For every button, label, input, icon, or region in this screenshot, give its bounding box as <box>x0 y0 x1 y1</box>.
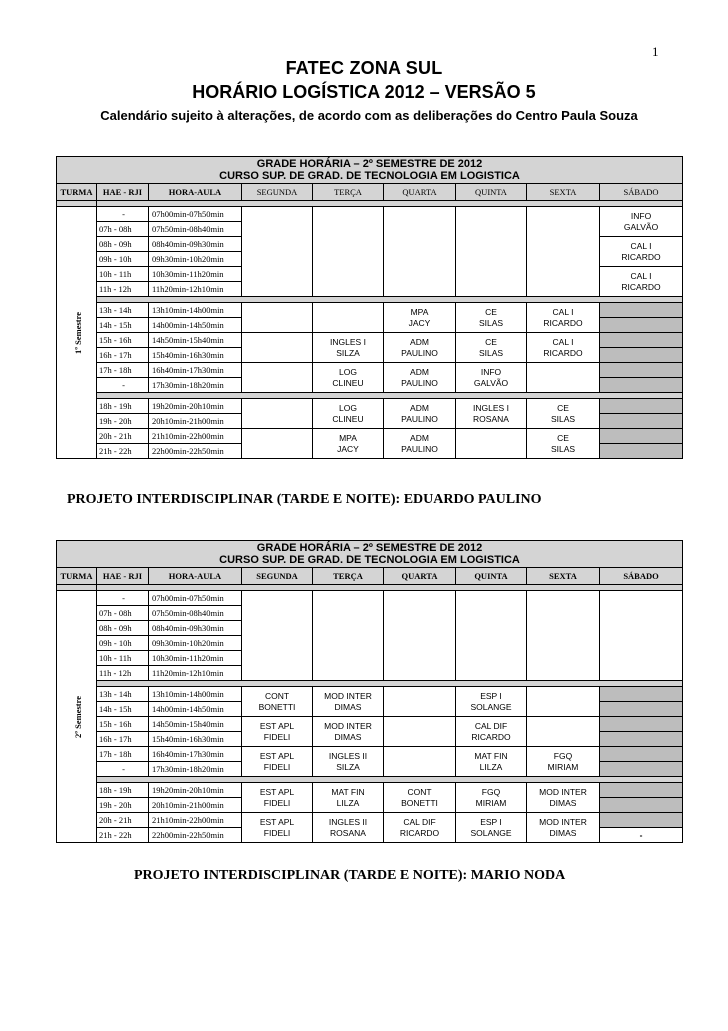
quinta-esp: ESP I SOLANGE <box>456 813 527 843</box>
hae-cell: - <box>97 378 149 393</box>
sexta-mod-inter: MOD INTER DIMAS <box>527 783 600 813</box>
hae-cell: 09h - 10h <box>97 252 149 267</box>
grid-course: CURSO SUP. DE GRAD. DE TECNOLOGIA EM LOGISTICA <box>219 170 520 182</box>
aula-cell: 17h30min-18h20min <box>149 378 242 393</box>
quinta-fgq: FGQ MIRIAM <box>456 783 527 813</box>
aula-cell: 09h30min-10h20min <box>149 252 242 267</box>
sexta-ce: CE SILAS <box>527 429 600 459</box>
sexta-mod-inter: MOD INTER DIMAS <box>527 813 600 843</box>
hae-cell: 21h - 22h <box>97 444 149 459</box>
schedule-subtitle: Calendário sujeito à alterações, de acordo com as deliberações do Centro Paula Souza <box>100 108 638 123</box>
aula-cell: 22h00min-22h50min <box>149 444 242 459</box>
quarta-adm: ADM PAULINO <box>384 333 456 363</box>
quinta-esp: ESP I SOLANGE <box>456 687 527 717</box>
aula-cell: 21h10min-22h00min <box>149 813 242 828</box>
aula-cell: 20h10min-21h00min <box>149 414 242 429</box>
aula-cell: 07h00min-07h50min <box>149 207 242 222</box>
col-segunda: SEGUNDA <box>242 184 313 201</box>
aula-cell: 08h40min-09h30min <box>149 237 242 252</box>
sabado-cal: CAL I RICARDO <box>600 237 683 267</box>
sabado-info: INFO GALVÃO <box>600 207 683 237</box>
aula-cell: 14h00min-14h50min <box>149 318 242 333</box>
semester-label: 1º Semestre <box>57 207 97 459</box>
hae-cell: 07h - 08h <box>97 606 149 621</box>
quarta-mpa: MPA JACY <box>384 303 456 333</box>
col-sexta: SEXTA <box>527 184 600 201</box>
hae-cell: 10h - 11h <box>97 651 149 666</box>
aula-cell: 07h50min-08h40min <box>149 222 242 237</box>
terca-mpa: MPA JACY <box>313 429 384 459</box>
sexta-fgq: FGQ MIRIAM <box>527 747 600 777</box>
page-number: 1 <box>652 44 659 59</box>
institution-title: FATEC ZONA SUL <box>285 58 443 78</box>
col-turma: TURMA <box>57 568 97 585</box>
aula-cell: 22h00min-22h50min <box>149 828 242 843</box>
aula-cell: 16h40min-17h30min <box>149 363 242 378</box>
aula-cell: 20h10min-21h00min <box>149 798 242 813</box>
quinta-ingles: INGLES I ROSANA <box>456 399 527 429</box>
quarta-cont: CONT BONETTI <box>384 783 456 813</box>
aula-cell: 19h20min-20h10min <box>149 399 242 414</box>
aula-cell: 19h20min-20h10min <box>149 783 242 798</box>
aula-cell: 11h20min-12h10min <box>149 666 242 681</box>
segunda-est-apl: EST APL FIDELI <box>242 813 313 843</box>
aula-cell: 13h10min-14h00min <box>149 687 242 702</box>
grid-title: GRADE HORÁRIA – 2º SEMESTRE DE 2012 <box>256 158 483 170</box>
aula-cell: 10h30min-11h20min <box>149 267 242 282</box>
quinta-cal-dif: CAL DIF RICARDO <box>456 717 527 747</box>
hae-cell: 19h - 20h <box>97 798 149 813</box>
sexta-cal: CAL I RICARDO <box>527 333 600 363</box>
terca-ingles: INGLES II ROSANA <box>313 813 384 843</box>
hae-cell: 15h - 16h <box>97 333 149 348</box>
sabado-dash: - <box>600 828 683 843</box>
schedule-table-1st-semester <box>56 156 683 459</box>
terca-mat-fin: MAT FIN LILZA <box>313 783 384 813</box>
terca-mod-inter: MOD INTER DIMAS <box>313 687 384 717</box>
terca-ingles: INGLES II SILZA <box>313 747 384 777</box>
hae-cell: 11h - 12h <box>97 282 149 297</box>
terca-log: LOG CLINEU <box>313 363 384 393</box>
quarta-adm: ADM PAULINO <box>384 429 456 459</box>
aula-cell: 08h40min-09h30min <box>149 621 242 636</box>
segunda-cont: CONT BONETTI <box>242 687 313 717</box>
col-sabado: SÁBADO <box>600 184 683 201</box>
hae-cell: 14h - 15h <box>97 702 149 717</box>
hae-cell: 08h - 09h <box>97 237 149 252</box>
hae-cell: 13h - 14h <box>97 303 149 318</box>
segunda-est-apl: EST APL FIDELI <box>242 783 313 813</box>
sexta-cal: CAL I RICARDO <box>527 303 600 333</box>
hae-cell: 18h - 19h <box>97 399 149 414</box>
hae-cell: 11h - 12h <box>97 666 149 681</box>
hae-cell: 17h - 18h <box>97 747 149 762</box>
hae-cell: 16h - 17h <box>97 348 149 363</box>
segunda-est-apl: EST APL FIDELI <box>242 717 313 747</box>
aula-cell: 16h40min-17h30min <box>149 747 242 762</box>
sabado-cal: CAL I RICARDO <box>600 267 683 297</box>
col-sexta: SEXTA <box>527 568 600 585</box>
hae-cell: - <box>97 591 149 606</box>
quinta-mat-fin: MAT FIN LILZA <box>456 747 527 777</box>
sexta-ce: CE SILAS <box>527 399 600 429</box>
col-hae: HAE - RJI <box>97 568 149 585</box>
aula-cell: 15h40min-16h30min <box>149 732 242 747</box>
hae-cell: 10h - 11h <box>97 267 149 282</box>
aula-cell: 10h30min-11h20min <box>149 651 242 666</box>
col-hae: HAE - RJI <box>97 184 149 201</box>
hae-cell: 17h - 18h <box>97 363 149 378</box>
quinta-info: INFO GALVÃO <box>456 363 527 393</box>
aula-cell: 09h30min-10h20min <box>149 636 242 651</box>
aula-cell: 21h10min-22h00min <box>149 429 242 444</box>
aula-cell: 17h30min-18h20min <box>149 762 242 777</box>
quarta-adm: ADM PAULINO <box>384 399 456 429</box>
aula-cell: 15h40min-16h30min <box>149 348 242 363</box>
aula-cell: 07h00min-07h50min <box>149 591 242 606</box>
grid-title: GRADE HORÁRIA – 2º SEMESTRE DE 2012 <box>256 542 483 554</box>
col-quinta: QUINTA <box>456 568 527 585</box>
hae-cell: 14h - 15h <box>97 318 149 333</box>
col-quinta: QUINTA <box>456 184 527 201</box>
hae-cell: 16h - 17h <box>97 732 149 747</box>
col-turma: TURMA <box>57 184 97 201</box>
terca-ingles: INGLES I SILZA <box>313 333 384 363</box>
hae-cell: 20h - 21h <box>97 813 149 828</box>
quarta-adm: ADM PAULINO <box>384 363 456 393</box>
hae-cell: 08h - 09h <box>97 621 149 636</box>
aula-cell: 14h50min-15h40min <box>149 717 242 732</box>
col-segunda: SEGUNDA <box>242 568 313 585</box>
col-terca: TERÇA <box>313 184 384 201</box>
grid-course: CURSO SUP. DE GRAD. DE TECNOLOGIA EM LOGISTICA <box>219 554 520 566</box>
semester-label: 2º Semestre <box>57 591 97 843</box>
aula-cell: 14h50min-15h40min <box>149 333 242 348</box>
project-note-1: PROJETO INTERDISCIPLINAR (TARDE E NOITE): EDUARDO PAULINO <box>67 492 542 507</box>
col-sabado: SÁBADO <box>600 568 683 585</box>
schedule-table-2nd-semester <box>56 540 683 843</box>
hae-cell: 20h - 21h <box>97 429 149 444</box>
aula-cell: 07h50min-08h40min <box>149 606 242 621</box>
quinta-ce: CE SILAS <box>456 303 527 333</box>
col-quarta: QUARTA <box>384 568 456 585</box>
aula-cell: 14h00min-14h50min <box>149 702 242 717</box>
hae-cell: 19h - 20h <box>97 414 149 429</box>
segunda-est-apl: EST APL FIDELI <box>242 747 313 777</box>
col-quarta: QUARTA <box>384 184 456 201</box>
project-note-2: PROJETO INTERDISCIPLINAR (TARDE E NOITE): MARIO NODA <box>134 868 566 883</box>
terca-log: LOG CLINEU <box>313 399 384 429</box>
hae-cell: 09h - 10h <box>97 636 149 651</box>
hae-cell: 07h - 08h <box>97 222 149 237</box>
col-hora-aula: HORA-AULA <box>149 568 242 585</box>
hae-cell: - <box>97 207 149 222</box>
terca-mod-inter: MOD INTER DIMAS <box>313 717 384 747</box>
quinta-ce: CE SILAS <box>456 333 527 363</box>
schedule-title: HORÁRIO LOGÍSTICA 2012 – VERSÃO 5 <box>192 82 536 102</box>
hae-cell: 15h - 16h <box>97 717 149 732</box>
col-hora-aula: HORA-AULA <box>149 184 242 201</box>
quarta-cal-dif: CAL DIF RICARDO <box>384 813 456 843</box>
hae-cell: 13h - 14h <box>97 687 149 702</box>
aula-cell: 13h10min-14h00min <box>149 303 242 318</box>
hae-cell: - <box>97 762 149 777</box>
hae-cell: 21h - 22h <box>97 828 149 843</box>
col-terca: TERÇA <box>313 568 384 585</box>
aula-cell: 11h20min-12h10min <box>149 282 242 297</box>
hae-cell: 18h - 19h <box>97 783 149 798</box>
